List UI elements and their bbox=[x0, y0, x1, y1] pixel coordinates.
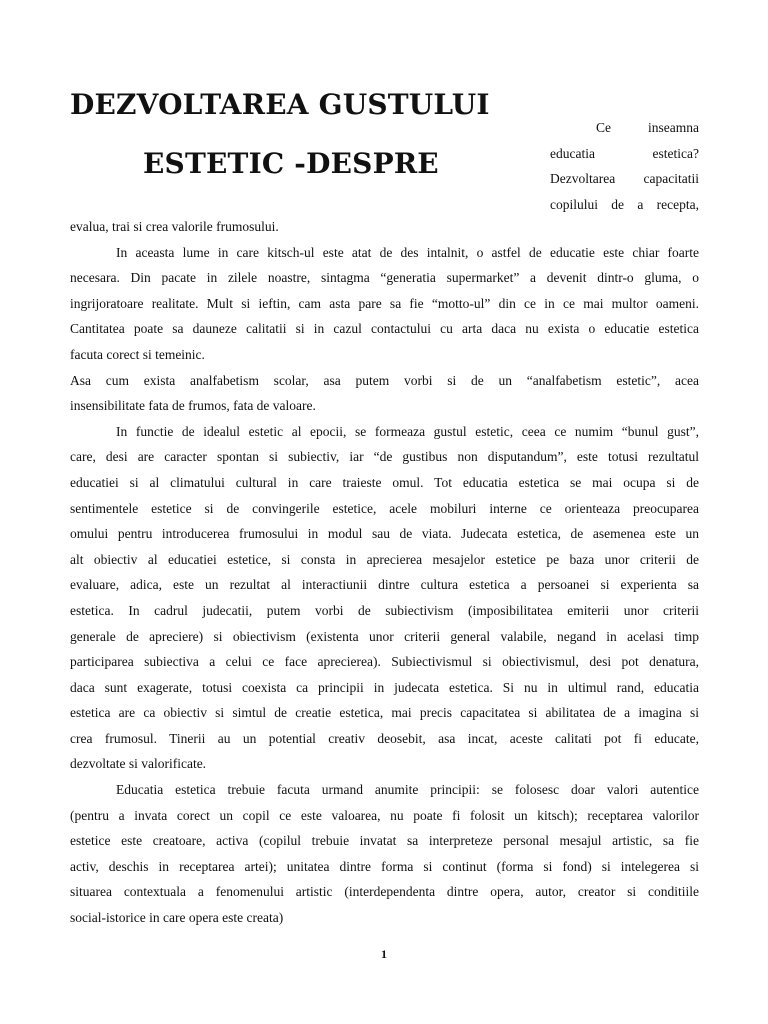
intro-column bbox=[550, 115, 699, 217]
body-line: daca sunt exagerate, totusi coexista ca principii in judecata estetica. Si nu in ultimul rand, educatia bbox=[70, 679, 699, 695]
body-line: crea frumosul. Tinerii au un potential creativ deosebit, asa incat, aceste calitati pot fi educate, bbox=[70, 730, 699, 746]
body-line: In functie de idealul estetic al epocii, se formeaza gustul estetic, ceea ce numim “bunul gust”, bbox=[116, 423, 699, 439]
body-line: (pentru a invata corect un copil ce este valoarea, nu poate fi folosit un kitsch); receptarea valorilor bbox=[70, 807, 699, 823]
page-number: 1 bbox=[381, 947, 387, 961]
body-line: Educatia estetica trebuie facuta urmand anumite principii: se folosesc doar valori autentice bbox=[116, 782, 699, 798]
body-line: In aceasta lume in care kitsch-ul este atat de des intalnit, o astfel de educatie este chiar foarte bbox=[116, 244, 699, 260]
body-line: dezvoltate si valorificate. bbox=[70, 756, 207, 772]
body-line: estetica. In cadrul judecatii, putem vorbi de subiectivism (imposibilitatea emiterii unor criterii bbox=[70, 602, 699, 618]
body-line: necesara. Din pacate in zilele noastre, sintagma “generatia supermarket” a devenit dintr-o gluma, o bbox=[70, 270, 699, 286]
body-line: ingrijoratoare realitate. Mult si ieftin, cam asta pare sa fie “motto-ul” din ce in ce mai multor oameni. bbox=[70, 295, 699, 311]
title-line-1: DEZVOLTAREA GUSTULUI bbox=[70, 88, 490, 121]
body-line: evalua, trai si crea valorile frumosului. bbox=[70, 219, 279, 234]
intro-line: educatia estetica? bbox=[550, 145, 699, 161]
body-line: activ, deschis in receptarea artei); unitatea dintre forma si continut (forma si fond) si intelegerea si bbox=[70, 858, 699, 874]
body-text bbox=[70, 214, 699, 931]
body-line: educatiei si al climatului cultural in care traieste omul. Tot educatia estetica se mai ocupa si de bbox=[70, 474, 699, 490]
intro-line: Ce inseamna bbox=[596, 120, 699, 135]
body-line: omului pentru introducerea frumosului in modul sau de viata. Judecata estetica, de asemenea este un bbox=[70, 526, 699, 542]
body-line: care, desi are caracter spontan si subiectiv, iar “de gustibus non disputandum”, este totusi rezultatul bbox=[70, 449, 699, 465]
intro-line: Dezvoltarea capacitatii bbox=[550, 171, 699, 187]
body-line: Cantitatea poate sa dauneze calitatii si in cazul contactului cu arta daca nu exista o educatie estetica bbox=[70, 321, 699, 337]
body-line: alt obiectiv al educatiei estetice, si consta in aprecierea mesajelor estetice pe baza unor criterii de bbox=[70, 551, 699, 567]
body-line: evaluare, adica, este un rezultat al interactiunii dintre cultura estetica a persoanei si experienta sa bbox=[70, 577, 699, 593]
body-line: Asa cum exista analfabetism scolar, asa putem vorbi si de un “analfabetism estetic”, acea bbox=[70, 372, 699, 388]
body-line: social-istorice in care opera este creata) bbox=[70, 910, 284, 926]
intro-line: copilului de a recepta, bbox=[550, 196, 699, 212]
body-line: situarea contextuala a fenomenului artistic (interdependenta dintre opera, autor, creator si conditiile bbox=[70, 884, 699, 900]
title-line-2: ESTETIC -DESPRE bbox=[143, 147, 439, 180]
body-line: estetice este creatoare, activa (copilul trebuie invatat sa interpreteze personal mesajul artistic, sa fie bbox=[70, 833, 699, 849]
body-line: estetica are ca obiectiv si simtul de creatie estetica, mai precis capacitatea si abilitatea de a imagina si bbox=[70, 705, 699, 721]
body-line: participarea subiectiva a celui ce face aprecierea). Subiectivismul si obiectivismul, desi pot denatura, bbox=[70, 654, 699, 670]
body-line: facuta corect si temeinic. bbox=[70, 346, 205, 362]
body-line: generale de apreciere) si obiectivism (existenta unor criterii general valabile, negand in acelasi timp bbox=[70, 628, 699, 644]
body-line: insensibilitate fata de frumos, fata de valoare. bbox=[70, 398, 316, 414]
body-line: sentimentele estetice si de convingerile estetice, acele mobiluri interne ce orienteaza preocuparea bbox=[70, 500, 699, 516]
